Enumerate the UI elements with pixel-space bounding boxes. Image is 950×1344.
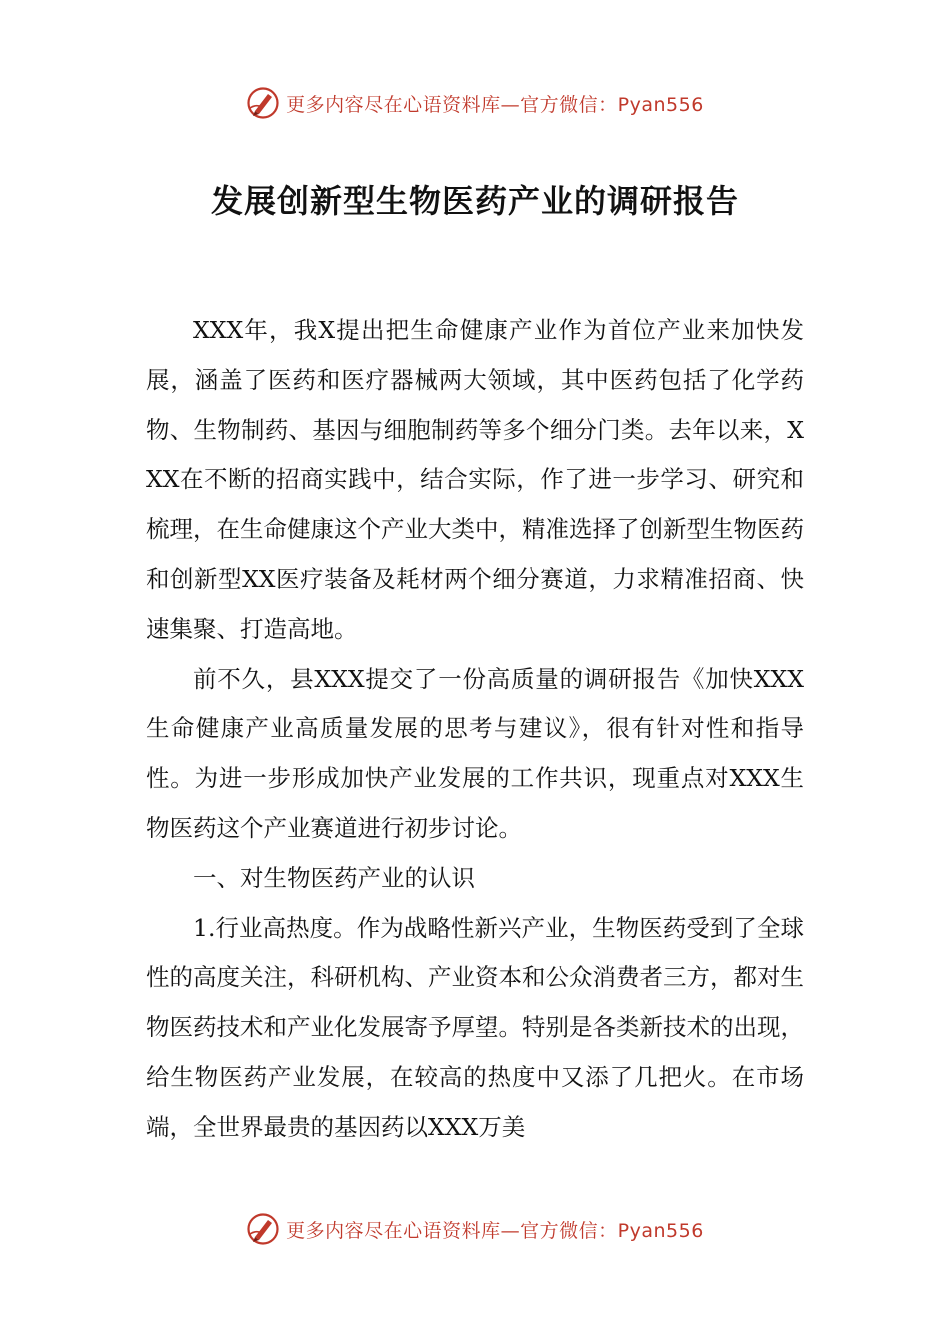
banner-text: 更多内容尽在心语资料库—官方微信：Pyan556 bbox=[286, 1219, 704, 1242]
banner-text: 更多内容尽在心语资料库—官方微信：Pyan556 bbox=[286, 93, 704, 116]
document-body bbox=[146, 306, 804, 1153]
pen-logo-icon bbox=[246, 1212, 280, 1246]
document-title: 发展创新型生物医药产业的调研报告 bbox=[210, 182, 739, 220]
footer-banner bbox=[0, 1212, 950, 1246]
wechat-id: Pyan556 bbox=[617, 1219, 704, 1242]
header-banner bbox=[0, 86, 950, 120]
paragraph-industry-heat: 1.行业高热度。作为战略性新兴产业，生物医药受到了全球性的高度关注，科研机构、产业资本和公众消费者三方，都对生物医药技术和产业化发展寄予厚望。特别是各类新技术的出现，给生物医药产业发展，在较高的热度中又添了几把火。在市场端，全世界最贵的基因药以XXX万美 bbox=[146, 913, 804, 1141]
paragraph-report: 前不久，县XXX提交了一份高质量的调研报告《加快XXX生命健康产业高质量发展的思考与建议》，很有针对性和指导性。为进一步形成加快产业发展的工作共识，现重点对XXX生物医药这个产业赛道进行初步讨论。 bbox=[146, 664, 804, 842]
wechat-id: Pyan556 bbox=[617, 93, 704, 116]
section-heading: 一、对生物医药产业的认识 bbox=[193, 863, 475, 892]
paragraph-intro: XXX年，我X提出把生命健康产业作为首位产业来加快发展，涵盖了医药和医疗器械两大领域，其中医药包括了化学药物、生物制药、基因与细胞制药等多个细分门类。去年以来，XXX在不断的招商实践中，结合实际，作了进一步学习、研究和梳理，在生命健康这个产业大类中，精准选择了创新型生物医药和创新型XX医疗装备及耗材两个细分赛道，力求精准招商、快速集聚、打造高地。 bbox=[146, 316, 804, 643]
pen-logo-icon bbox=[246, 86, 280, 120]
